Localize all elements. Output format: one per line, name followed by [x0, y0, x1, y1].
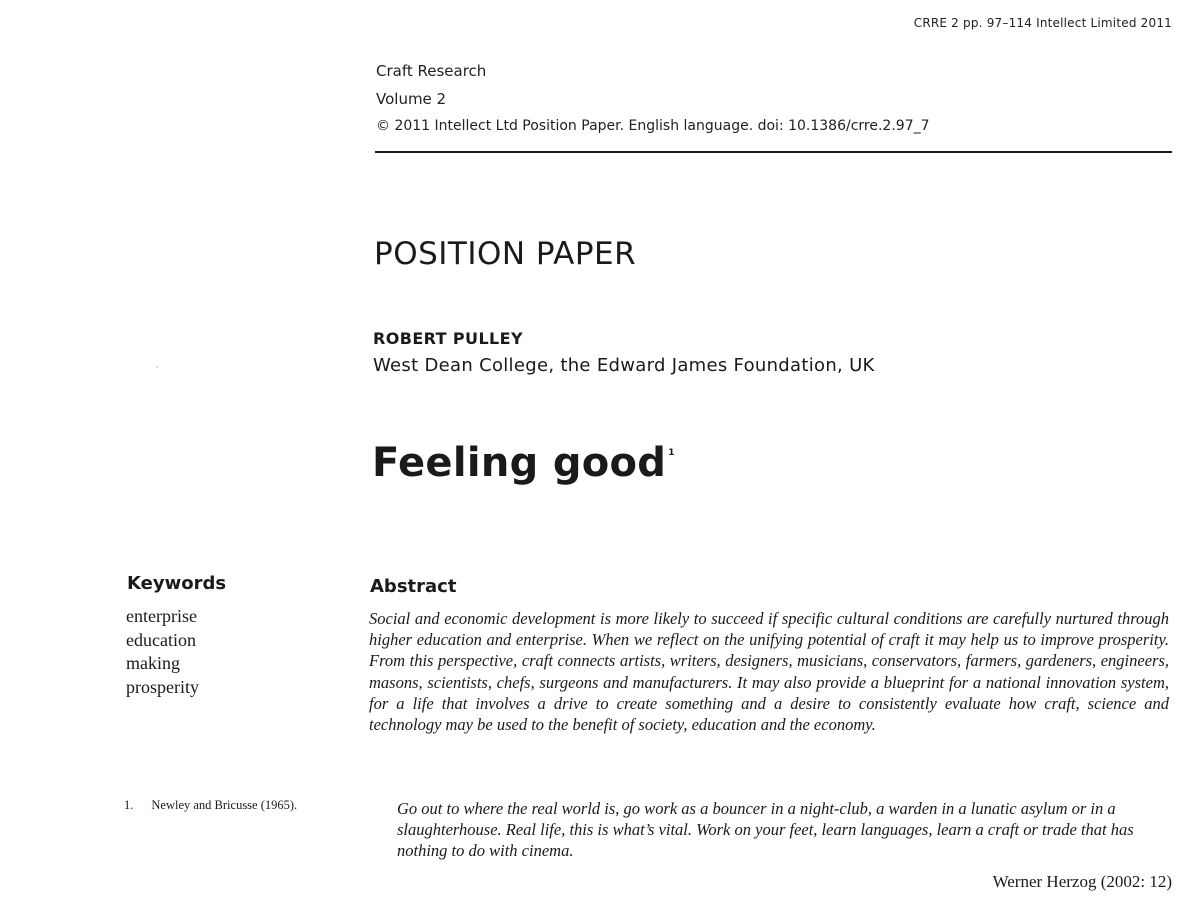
footnote-text: Newley and Bricusse (1965). — [151, 798, 298, 812]
title-footnote-marker[interactable]: 1 — [668, 448, 675, 458]
keyword-item: education — [126, 629, 196, 650]
author-affiliation: West Dean College, the Edward James Foundation, UK — [373, 355, 875, 376]
footnote-number: 1. — [124, 798, 134, 812]
keyword-item: making — [126, 653, 180, 673]
keyword-item: enterprise — [126, 606, 197, 626]
copyright-line: © 2011 Intellect Ltd Position Paper. English language. doi: 10.1386/crre.2.97_7 — [376, 118, 930, 134]
keywords-heading: Keywords — [127, 573, 227, 594]
running-head: CRRE 2 pp. 97–114 Intellect Limited 2011 — [913, 16, 1172, 30]
paper-title — [372, 440, 675, 486]
journal-name: Craft Research — [376, 62, 487, 80]
scan-speck: ˓ — [156, 363, 159, 372]
journal-volume: Volume 2 — [376, 90, 447, 108]
section-type: POSITION PAPER — [374, 236, 637, 272]
author-name: ROBERT PULLEY — [373, 329, 523, 348]
epigraph-quote: Go out to where the real world is, go work as a bouncer in a night-club, a warden in a lunatic asylum or in a slaughterhouse. Real life, this is what’s vital. Work on your feet, learn languages, learn a craft or trade that has nothing to do with cinema. — [397, 799, 1134, 860]
abstract-body: Social and economic development is more likely to succeed if specific cultural conditions are carefully nurtured through higher education and enterprise. When we reflect on the unifying potential of craft it may help us to improve prosperity. From this perspective, craft connects artists, writers, designers, musicians, conservators, farmers, gardeners, engineers, masons, scientists, chefs, surgeons and manufacturers. It may also provide a blueprint for a national innovation system, for a life that involves a drive to create something and a desire to consistently evaluate how craft, science and technology may be used to the benefit of society, education and the economy. — [369, 609, 1169, 735]
epigraph-attribution: Werner Herzog (2002: 12) — [992, 872, 1172, 891]
footnote — [124, 798, 324, 813]
paper-title-text: Feeling good — [372, 440, 667, 486]
keywords-list — [126, 605, 199, 699]
keyword-item: prosperity — [126, 676, 199, 697]
abstract-heading: Abstract — [370, 576, 457, 597]
header-rule — [375, 151, 1172, 153]
